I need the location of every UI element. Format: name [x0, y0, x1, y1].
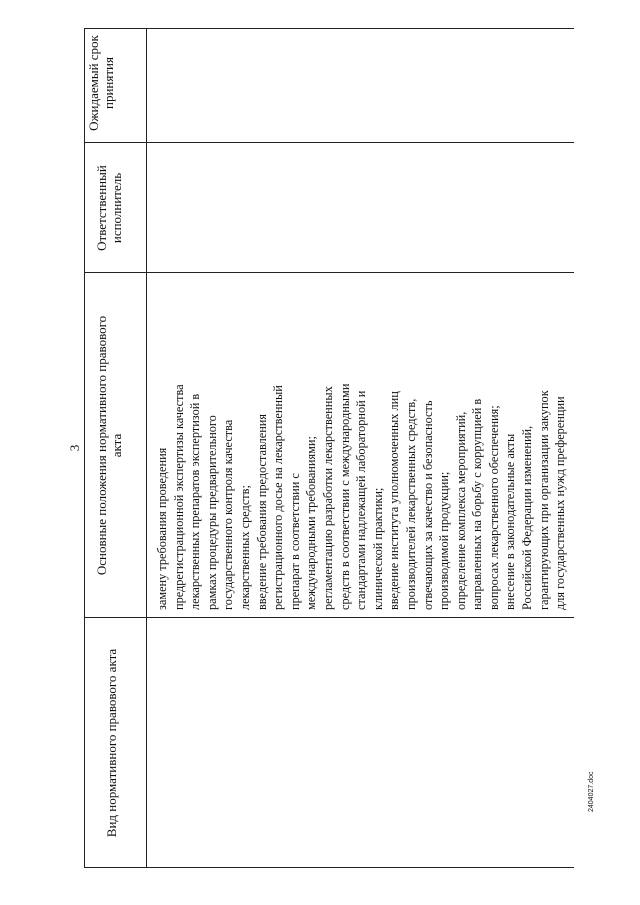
header-provisions: Основные положения нормативного правового акта	[94, 315, 124, 576]
provisions-line: производителей лекарственных средств,	[403, 398, 418, 610]
col-border-left	[84, 867, 574, 868]
provisions-line: регламентацию разработки лекарственных	[320, 386, 335, 610]
footer-doc-code: 2404027.doc	[588, 771, 595, 812]
header-type: Вид нормативного правового акта	[104, 648, 119, 838]
provisions-line: определение комплекса мероприятий,	[453, 411, 468, 610]
provisions-line: гарантирующих при организации закупок	[536, 390, 551, 610]
provisions-line: вопросах лекарственного обеспечения;	[486, 405, 501, 610]
provisions-line: введение требования предоставления	[254, 413, 269, 610]
provisions-text	[154, 280, 569, 610]
col-border-3	[84, 142, 574, 143]
provisions-line: предрегистрационной экспертизы качества	[171, 384, 186, 610]
provisions-line: государственного контроля качества	[221, 419, 236, 610]
provisions-line: Российской Федерации изменений,	[520, 425, 535, 610]
provisions-line: производимой продукции;	[437, 471, 452, 610]
col-border-2	[84, 272, 574, 273]
header-responsible: Ответственный исполнитель	[94, 165, 124, 251]
provisions-line: рамках процедуры предварительного	[204, 415, 219, 610]
provisions-line: стандартами надлежащей лабораторной и	[354, 390, 369, 610]
provisions-line: лекарственных средств;	[237, 485, 252, 610]
header-bottom-border	[146, 28, 147, 868]
provisions-line: регистрационного досье на лекарственный	[271, 385, 286, 610]
page-number: 3	[67, 444, 82, 452]
provisions-line: клинической практики;	[370, 487, 385, 610]
provisions-line: средств в соответствии с международными	[337, 383, 352, 610]
provisions-line: замену требования проведения	[155, 447, 169, 610]
provisions-line: отвечающих за качество и безопасность	[420, 400, 435, 610]
provisions-line: внесение в законодательные акты	[503, 433, 518, 610]
provisions-line: направленных на борьбу с коррупцией в	[470, 398, 485, 610]
provisions-line: международными требованиями;	[304, 436, 319, 610]
provisions-line: лекарственных препаратов экспертизой в	[188, 393, 203, 610]
rotated-page	[62, 28, 577, 868]
col-border-right	[84, 28, 574, 29]
provisions-line: препарат в соответствии с	[287, 473, 302, 610]
col-border-1	[84, 617, 574, 618]
header-deadline: Ожидаемый срок принятия	[86, 35, 116, 131]
provisions-line: для государственных нужд преференции	[553, 396, 568, 610]
table-top-border	[84, 28, 85, 868]
provisions-line: введение института уполномоченных лиц	[387, 391, 402, 610]
document-table	[84, 28, 574, 868]
